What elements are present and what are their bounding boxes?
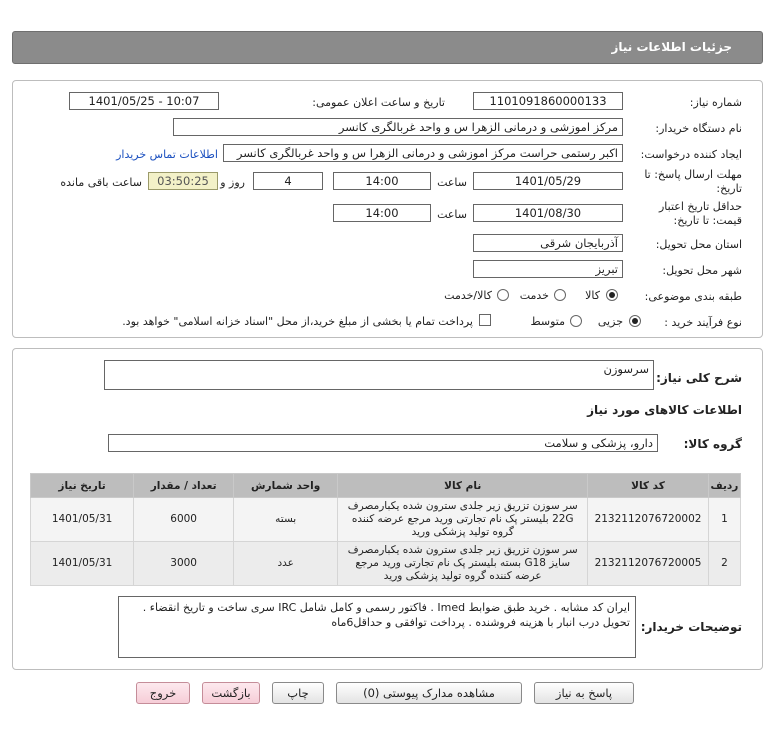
item-name: سر سوزن تزریق زیر جلدی سترون شده یکبارمصرف 22G بلیستر پک نام تجارتی ورید مرجع عرضه کننده گروه تولید پزشکی ورید — [338, 498, 588, 542]
attachments-button[interactable]: مشاهده مدارک پیوستی (0) — [336, 682, 522, 704]
col-unit: واحد شمارش — [234, 474, 338, 498]
row-number: 2 — [708, 542, 740, 586]
validity-date-field: 1401/08/30 — [473, 204, 623, 222]
remaining-time-counter: 03:50:25 — [148, 172, 218, 190]
page-header — [12, 31, 763, 64]
reply-button[interactable]: پاسخ به نیاز — [534, 682, 634, 704]
process-option-medium: متوسط — [530, 315, 565, 328]
process-option-minor: جزیی — [597, 315, 623, 328]
row-number: 1 — [708, 498, 740, 542]
goods-info-heading: اطلاعات کالاهای مورد نیاز — [587, 403, 742, 417]
goods-table-header — [31, 474, 741, 498]
deadline-label: مهلت ارسال پاسخ: تا — [644, 168, 742, 181]
category-option-goods: کالا — [585, 289, 600, 302]
remaining-time-label: ساعت باقی مانده — [60, 176, 142, 189]
col-row: ردیف — [708, 474, 740, 498]
days-label: روز و — [220, 176, 245, 189]
goods-table — [30, 473, 741, 586]
buyer-org-label: نام دستگاه خریدار: — [655, 122, 742, 135]
announce-label: تاریخ و ساعت اعلان عمومی: — [312, 96, 445, 109]
item-unit: عدد — [234, 542, 338, 586]
days-remaining-field: 4 — [253, 172, 323, 190]
col-qty: تعداد / مقدار — [134, 474, 234, 498]
exit-button[interactable]: خروج — [136, 682, 190, 704]
col-code: کد کالا — [588, 474, 709, 498]
buyer-notes-field: ایران کد مشابه . خرید طبق ضوابط Imed . فاکتور رسمی و کامل شامل IRC سری ساخت و تاریخ انقضاء . تحویل درب انبار با هزینه فروشنده . پرداخت توافقی و حداقل6ماه — [118, 596, 636, 658]
table-row — [31, 542, 741, 586]
item-code: 2132112076720002 — [588, 498, 709, 542]
general-desc-field: سرسوزن — [104, 360, 654, 390]
validity-label: حداقل تاریخ اعتبار — [658, 200, 742, 213]
goods-group-label: گروه کالا: — [683, 437, 742, 451]
general-desc-label: شرح کلی نیاز: — [656, 371, 742, 385]
validity-time-label: ساعت — [437, 208, 467, 221]
col-date: تاریخ نیاز — [31, 474, 134, 498]
category-option-service: خدمت — [519, 289, 549, 302]
item-name: سر سوزن تزریق زیر جلدی سترون شده یکبارمصرف سایز G18 بسته بلیستر پک نام تجارتی ورید مرجع عرضه کننده گروه تولید پزشکی ورید — [338, 542, 588, 586]
creator-label: ایجاد کننده درخواست: — [640, 148, 742, 161]
goods-group-field: دارو، پزشکی و سلامت — [108, 434, 658, 452]
need-number-field: 1101091860000133 — [473, 92, 623, 110]
print-button[interactable]: چاپ — [272, 682, 324, 704]
buyer-notes-label: توضیحات خریدار: — [640, 620, 742, 634]
category-radio-service[interactable] — [554, 289, 566, 301]
category-option-goods-service: کالا/خدمت — [444, 289, 492, 302]
item-date: 1401/05/31 — [31, 498, 134, 542]
category-radio-goods-service[interactable] — [497, 289, 509, 301]
creator-field: اکبر رستمی حراست مرکز اموزشی و درمانی الزهرا س و واحد غربالگری کانسر — [223, 144, 623, 162]
deadline-date-field: 1401/05/29 — [473, 172, 623, 190]
item-qty: 6000 — [134, 498, 234, 542]
deadline-time-label: ساعت — [437, 176, 467, 189]
need-number-label: شماره نیاز: — [689, 96, 742, 109]
item-unit: بسته — [234, 498, 338, 542]
city-label: شهر محل تحویل: — [662, 264, 742, 277]
table-row — [31, 498, 741, 542]
deadline-time-field: 14:00 — [333, 172, 431, 190]
treasury-payment-checkbox[interactable] — [479, 314, 491, 326]
province-label: استان محل تحویل: — [655, 238, 742, 251]
col-name: نام کالا — [338, 474, 588, 498]
back-button[interactable]: بازگشت — [202, 682, 260, 704]
process-radio-minor[interactable] — [629, 315, 641, 327]
process-label: نوع فرآیند خرید : — [664, 316, 742, 329]
validity-time-field: 14:00 — [333, 204, 431, 222]
buyer-org-field: مرکز اموزشی و درمانی الزهرا س و واحد غربالگری کانسر — [173, 118, 623, 136]
item-qty: 3000 — [134, 542, 234, 586]
treasury-payment-note: پرداخت تمام یا بخشی از مبلغ خرید،از محل "اسناد خزانه اسلامی" خواهد بود. — [122, 315, 473, 328]
province-field: آذربایجان شرقی — [473, 234, 623, 252]
validity-label-date: قیمت: تا تاریخ: — [673, 214, 742, 227]
city-field: تبریز — [473, 260, 623, 278]
buyer-contact-link[interactable]: اطلاعات تماس خریدار — [116, 148, 218, 161]
item-code: 2132112076720005 — [588, 542, 709, 586]
process-radio-medium[interactable] — [570, 315, 582, 327]
category-radio-goods[interactable] — [606, 289, 618, 301]
deadline-label-date: تاریخ: — [716, 182, 742, 195]
announce-datetime-field: 1401/05/25 - 10:07 — [69, 92, 219, 110]
page-title: جزئیات اطلاعات نیاز — [611, 40, 732, 54]
category-label: طبقه بندی موضوعی: — [644, 290, 742, 303]
item-date: 1401/05/31 — [31, 542, 134, 586]
